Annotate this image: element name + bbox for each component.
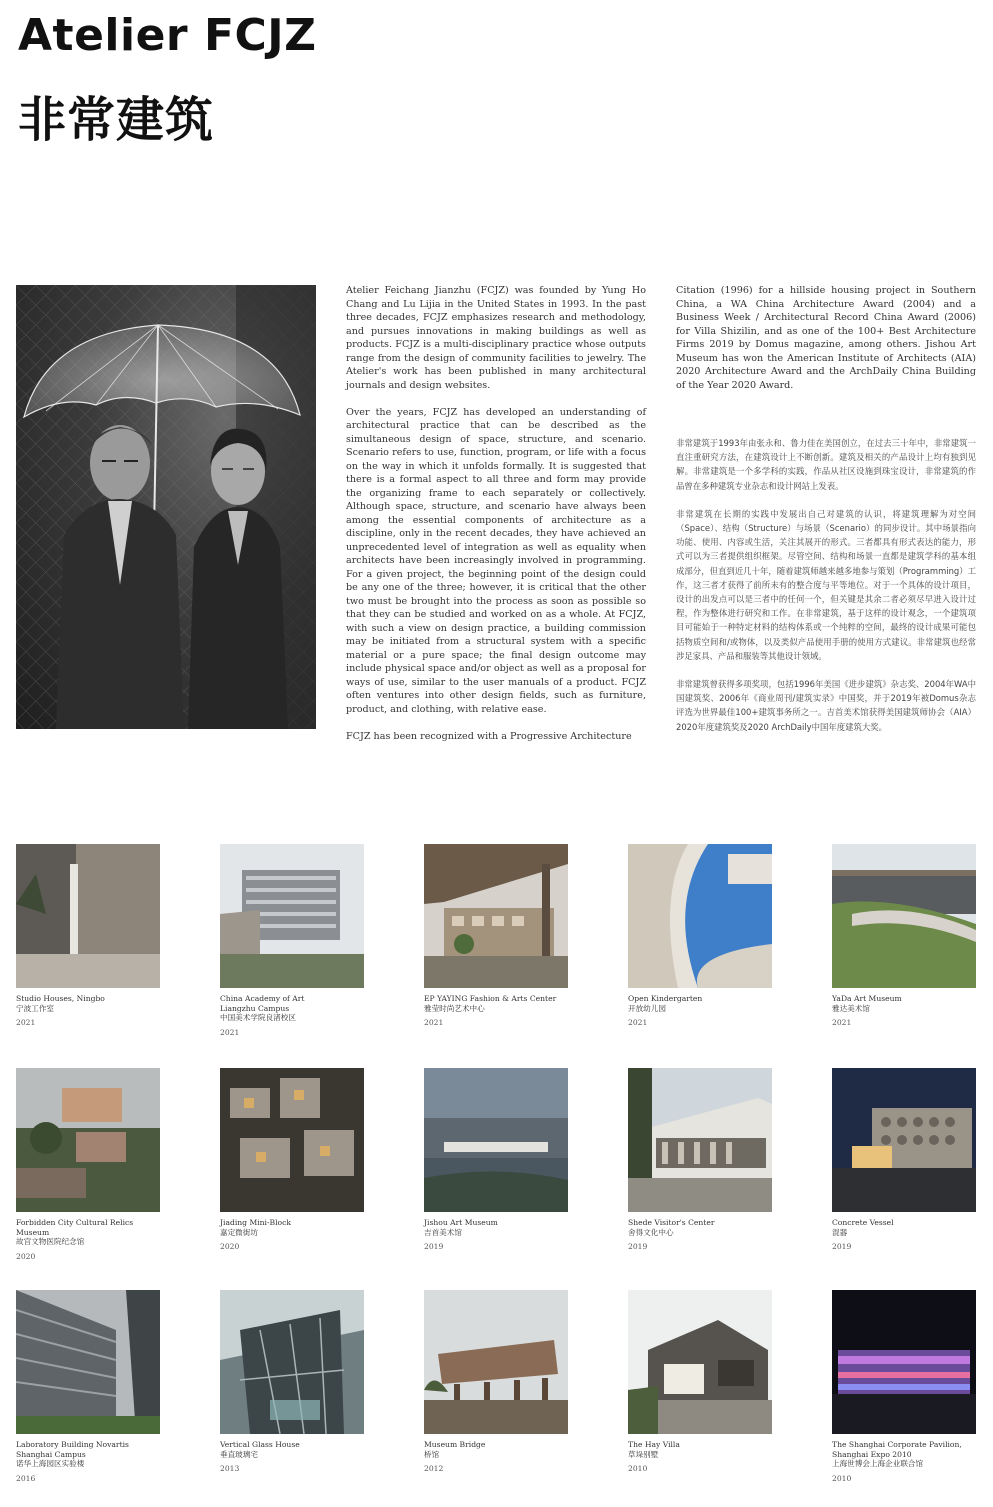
project-photo[interactable] <box>16 1290 160 1434</box>
project-year: 2021 <box>628 1018 648 1028</box>
project-year: 2021 <box>424 1018 444 1028</box>
project-photo[interactable] <box>220 1290 364 1434</box>
project-photo[interactable] <box>424 844 568 988</box>
project-name-zh: 诺华上海园区实验楼 <box>16 1459 85 1469</box>
project-card[interactable] <box>424 1290 568 1474</box>
project-year: 2021 <box>16 1018 36 1028</box>
project-year: 2013 <box>220 1464 240 1474</box>
project-photo[interactable] <box>16 844 160 988</box>
project-name-en: Jiading Mini-Block <box>220 1218 291 1227</box>
project-name-en: YaDa Art Museum <box>832 994 902 1003</box>
project-card[interactable] <box>832 1068 976 1252</box>
project-name-en: Jishou Art Museum <box>424 1218 498 1227</box>
project-name-en: Shede Visitor's Center <box>628 1218 715 1227</box>
project-photo[interactable] <box>628 1068 772 1212</box>
project-name-en-line2: Liangzhu Campus <box>220 1003 290 1013</box>
title-zh: 非常建筑 <box>18 92 215 148</box>
project-card[interactable] <box>832 1290 976 1483</box>
project-card[interactable] <box>424 1068 568 1252</box>
project-grid <box>16 844 976 1494</box>
founders-portrait <box>16 285 316 729</box>
project-card[interactable] <box>16 1290 160 1483</box>
project-name-en: Museum Bridge <box>424 1440 486 1449</box>
project-photo[interactable] <box>832 1068 976 1212</box>
title-en: Atelier FCJZ <box>18 10 317 61</box>
intro-paragraph: Over the years, FCJZ has developed an understanding of architectural practice that can be described as the simultaneous design of space, structure, and scenario. Scenario refers to use, function, program, or life with a focus on the way in which it unfolds formally. It is suggested that there is a formal aspect to all three and form may provide the organizing frame to each separately or collectively. Although space, structure, and scenario have always been among the essential components of architecture as a discipline, only in the recent decades, they have achieved an unprecedented level of integration as well as equality when architects have been increasingly involved in programming. For a given project, the beginning point of the design could be any one of the three; however, it is critical that the other two must be brought into the process as soon as possible so that they can be studied and worked on as a whole. At FCJZ, with such a view on design practice, a building commission may be initiated from a structural system with a specific material or a pure space; the final design outcome may include physical space and/or object as well as a proposal for ways of use, similar to the user manuals of a product. FCJZ often ventures into other design fields, such as furniture, product, and clothing, with relative ease. <box>346 406 646 715</box>
project-name-en: Vertical Glass House <box>220 1440 300 1449</box>
project-photo[interactable] <box>832 1290 976 1434</box>
project-year: 2019 <box>832 1242 852 1252</box>
project-name-en: China Academy of Art <box>220 994 305 1003</box>
intro-paragraph-en-continued: Citation (1996) for a hillside housing project in Southern China, a WA China Architecture Award (2004) and a Business Week / Architectural Record China Award (2006) for Villa Shizilin, and as one of the 100+ Best Architecture Firms 2019 by Domus magazine, among others. Jishou Art Museum has won the American Institute of Architects (AIA) 2020 Architecture Award and the ArchDaily China Building of the Year 2020 Award. <box>676 285 976 391</box>
project-year: 2016 <box>16 1473 36 1483</box>
project-name-en-line2: Shanghai Campus <box>16 1449 86 1459</box>
project-card[interactable] <box>16 1068 160 1261</box>
project-card[interactable] <box>832 844 976 1028</box>
project-card[interactable] <box>628 844 772 1028</box>
project-photo[interactable] <box>16 1068 160 1212</box>
project-name-zh: 垂直玻璃宅 <box>220 1449 258 1459</box>
intro-paragraph: Atelier Feichang Jianzhu (FCJZ) was founded by Yung Ho Chang and Lu Lijia in the United States in 1993. In the past three decades, FCJZ emphasizes research and methodology, and pursues innovations in making buildings as well as products. FCJZ is a multi-disciplinary practice whose outputs range from the design of community facilities to jewelry. The Atelier's work has been published in many architectural journals and design websites. <box>346 285 646 391</box>
intro-paragraph-zh: 非常建筑于1993年由张永和、鲁力佳在美国创立，在过去三十年中，非常建筑一直注重研究方法，在建筑设计上不断创新。建筑及相关的产品设计上均有独到见解。非常建筑是一个多学科的实践，作品从社区设施到珠宝设计，非常建筑的作品曾在多种建筑专业杂志和设计网站上发表。 <box>676 438 976 491</box>
project-photo[interactable] <box>628 1290 772 1434</box>
project-card[interactable] <box>628 1290 772 1474</box>
project-name-en: The Hay Villa <box>628 1440 680 1449</box>
project-year: 2010 <box>628 1464 648 1474</box>
project-year: 2020 <box>220 1242 240 1252</box>
project-photo[interactable] <box>628 844 772 988</box>
project-card[interactable] <box>424 844 568 1028</box>
project-name-zh: 雅达美术馆 <box>832 1003 870 1013</box>
project-photo[interactable] <box>220 844 364 988</box>
project-photo[interactable] <box>220 1068 364 1212</box>
project-year: 2020 <box>16 1251 36 1261</box>
project-year: 2010 <box>832 1473 852 1483</box>
project-photo[interactable] <box>424 1290 568 1434</box>
project-name-zh: 舍得文化中心 <box>628 1227 674 1237</box>
project-name-en-line2: Shanghai Expo 2010 <box>832 1449 912 1459</box>
project-year: 2021 <box>220 1027 240 1037</box>
project-name-en: Laboratory Building Novartis <box>16 1440 129 1449</box>
project-name-zh: 雅莹时尚艺术中心 <box>424 1003 485 1013</box>
project-name-en: The Shanghai Corporate Pavilion, <box>832 1440 962 1449</box>
project-name-en: Studio Houses, Ningbo <box>16 994 105 1003</box>
project-name-en: Open Kindergarten <box>628 994 703 1003</box>
project-year: 2019 <box>424 1242 444 1252</box>
project-name-zh: 开放幼儿园 <box>628 1003 666 1013</box>
project-name-zh: 上海世博会上海企业联合馆 <box>832 1459 924 1469</box>
project-card[interactable] <box>220 844 364 1037</box>
project-name-zh: 嘉定微街坊 <box>220 1227 258 1237</box>
project-photo[interactable] <box>832 844 976 988</box>
project-name-zh: 混器 <box>832 1227 848 1237</box>
project-card[interactable] <box>220 1290 364 1474</box>
project-photo[interactable] <box>424 1068 568 1212</box>
project-name-zh: 故宫文物医院纪念馆 <box>16 1237 85 1247</box>
project-name-en: EP YAYING Fashion & Arts Center <box>424 994 557 1003</box>
project-name-zh: 草垛别墅 <box>628 1449 659 1459</box>
intro-column-en <box>346 284 646 757</box>
project-card[interactable] <box>16 844 160 1028</box>
intro-paragraph-zh: 非常建筑在长期的实践中发展出自己对建筑的认识，将建筑理解为对空间（Space）、结构（Structure）与场景（Scenario）的同步设计。其中场景指向功能、使用、内容或生活，关注其展开的形式。三者都具有形式表达的能力，形式可以为三者提供组织框架。尽管空间、结构和场景一直都是建筑学科的基本组成部分，但直到近几十年，随着建筑师越来越多地参与策划（Programming）工作，这三者才获得了前所未有的整合度与平等地位。对于一个具体的设计项目，设计的出发点可以是三者中的任何一个，但关键是其余二者必须尽早进入设计过程，作为整体进行研究和工作。在非常建筑，基于这样的设计观念，一个建筑项目可能始于一种特定材料的结构体系或一个纯粹的空间，最终的设计成果可能包括物质空间和/或物体，以及类似产品使用手册的使用方式建议。非常建筑也经常涉足家具、产品和服装等其他设计领域。 <box>676 508 976 661</box>
project-year: 2021 <box>832 1018 852 1028</box>
intro-paragraph: FCJZ has been recognized with a Progressive Architecture <box>346 730 632 742</box>
intro-column-2 <box>676 284 976 748</box>
project-name-zh: 桥馆 <box>424 1449 440 1459</box>
project-card[interactable] <box>628 1068 772 1252</box>
project-year: 2019 <box>628 1242 648 1252</box>
project-year: 2012 <box>424 1464 444 1474</box>
project-name-en: Forbidden City Cultural Relics Museum <box>16 1218 134 1237</box>
project-name-zh: 宁波工作室 <box>16 1003 54 1013</box>
intro-paragraph-zh: 非常建筑曾获得多项奖项，包括1996年美国《进步建筑》杂志奖、2004年WA中国建筑奖、2006年《商业周刊/建筑实录》中国奖，并于2019年被Domus杂志评选为世界最佳100+建筑事务所之一。吉首美术馆获得美国建筑师协会（AIA）2020年度建筑奖及2020 ArchDaily中国年度建筑大奖。 <box>676 679 976 732</box>
project-name-en: Concrete Vessel <box>832 1218 894 1227</box>
project-name-zh: 吉首美术馆 <box>424 1227 462 1237</box>
project-card[interactable] <box>220 1068 364 1252</box>
project-name-zh: 中国美术学院良渚校区 <box>220 1013 296 1023</box>
